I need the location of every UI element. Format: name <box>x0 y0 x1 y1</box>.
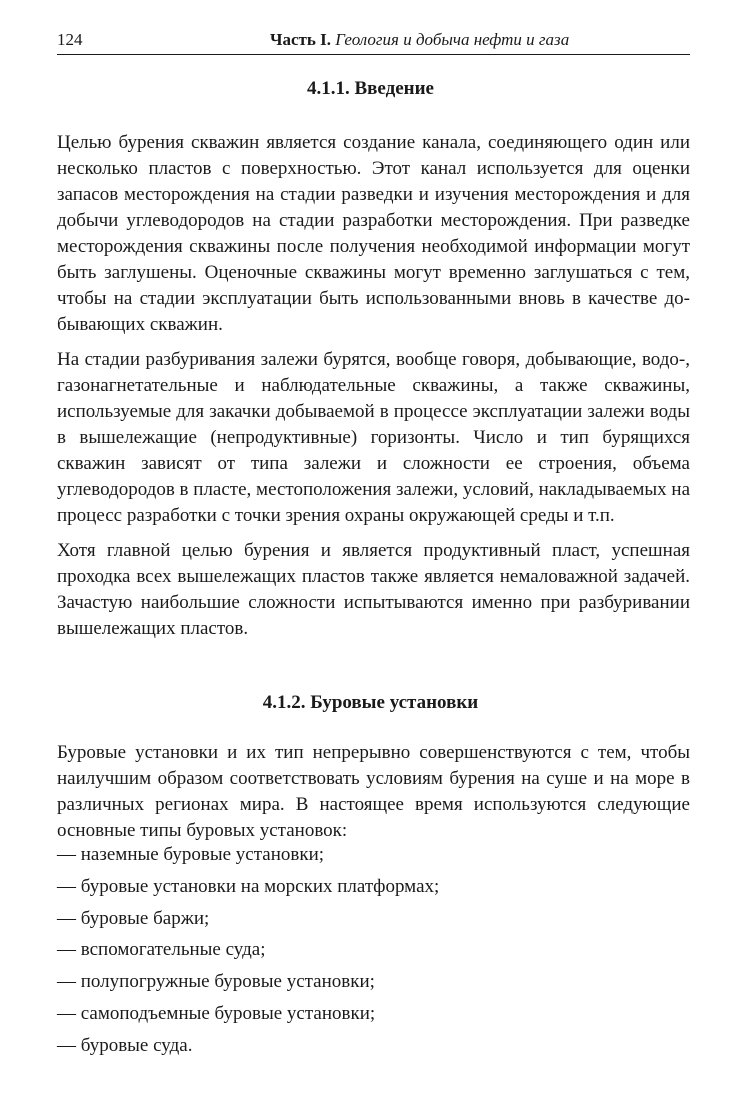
paragraph: Целью бурения скважин является создание канала, соединяющего один или несколько пластов с поверхностью. Этот канал используется для оценки запасов месторождения на стадии разведки и изучения месторождения и для добычи углеводородов на стадии разработки месторождения. При разведке месторождения скважины после получения необходимой информации могут быть заглушены. Оценочные скважины могут временно заглушаться с тем, чтобы на стадии эксплуатации быть использованными вновь в качестве добывающих скважин. <box>57 132 690 335</box>
paragraph: Хотя главной целью бурения и является продуктивный пласт, успешная проходка всех вышележащих пластов также является немаловажной задачей. Зачастую наибольшие сложности испытываются именно при разбуривании вышележащих пластов. <box>57 540 690 639</box>
list-item: — буровые баржи; <box>57 907 210 929</box>
section-heading-drilling-rigs: 4.1.2. Буровые установки <box>262 692 479 713</box>
list-item: — буровые установки на морских платформах; <box>57 875 440 897</box>
paragraph: На стадии разбуривания залежи бурятся, вообще говоря, добывающие, водо-, газонагнетательные и наблюдательные скважины, а также скважины, используемые для закачки добываемой в процессе эксплуатации залежи воды в вышележащие (непродуктивные) горизонты. Число и тип бурящихся скважин зависят от типа залежи и сложности ее строения, объема углеводородов в пласте, местоположения залежи, условий, накладываемых на процесс разработки с точки зрения охраны окружающей среды и т.п. <box>57 349 690 526</box>
list-item: — полупогружные буровые установки; <box>57 971 375 993</box>
paragraph: Буровые установки и их тип непрерывно совершенствуются с тем, чтобы наилучшим образом соответствовать условиям бурения на суше и на море в различных регионах мира. В настоящее время используются следующие основные типы буровых установок: <box>57 742 690 841</box>
list-item: — самоподъемные буровые установки; <box>57 1002 376 1024</box>
page-number: 124 <box>57 30 83 49</box>
part-label: Часть I. <box>270 30 331 49</box>
list-item: — буровые суда. <box>57 1034 193 1056</box>
part-title <box>270 30 569 50</box>
list-item: — вспомогательные суда; <box>57 939 266 961</box>
rig-type-list <box>57 842 690 1065</box>
part-name: Геология и добыча нефти и газа <box>335 30 570 49</box>
section-heading-introduction: 4.1.1. Введение <box>307 78 434 99</box>
list-item: — наземные буровые установки; <box>57 844 325 865</box>
section-body-introduction <box>57 130 690 651</box>
section-body-drilling-rigs <box>57 740 690 853</box>
running-header <box>57 28 690 55</box>
